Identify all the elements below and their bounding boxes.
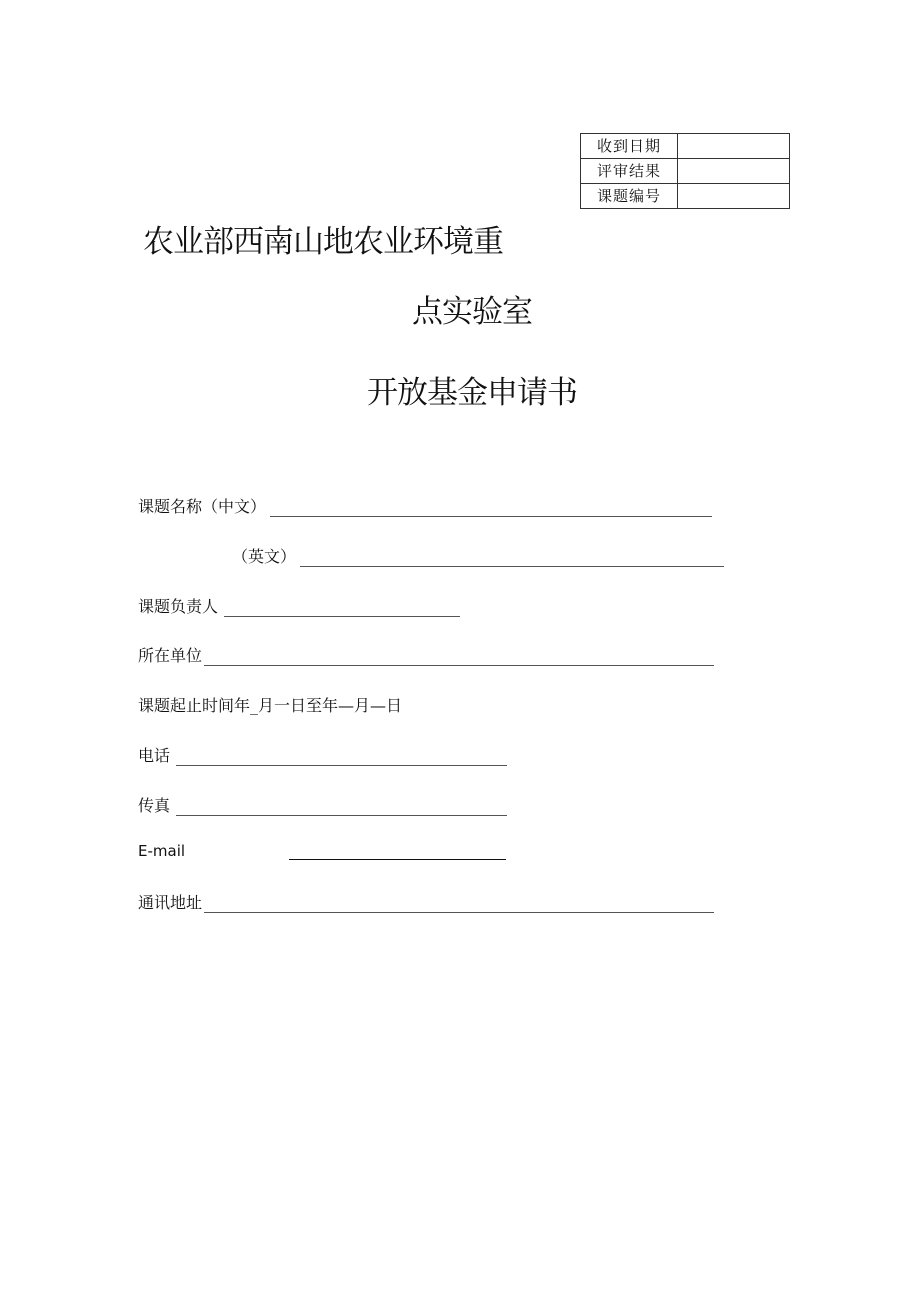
project-name-en-row [232,544,724,567]
title-line-1: 农业部西南山地农业环境重 [143,224,503,260]
table-row [581,134,790,159]
email-input[interactable] [289,843,506,860]
unit-label: 所在单位 [138,646,203,665]
address-label: 通讯地址 [138,893,203,912]
project-number-label: 课题编号 [581,184,678,209]
received-date-cell[interactable] [678,134,790,159]
review-result-cell[interactable] [678,159,790,184]
fax-label: 传真 [138,796,171,815]
received-date-label: 收到日期 [581,134,678,159]
phone-row [138,743,507,766]
project-leader-row [138,594,460,617]
project-leader-label: 课题负责人 [138,597,219,616]
project-name-cn-label: 课题名称（中文） [138,497,267,516]
project-name-en-input[interactable] [300,550,724,567]
project-name-cn-row [138,494,712,517]
title-line-2: 点实验室 [412,294,532,330]
project-period-row [138,693,402,716]
unit-input[interactable] [204,649,714,666]
project-leader-input[interactable] [224,600,460,617]
table-row [581,184,790,209]
address-row [138,890,714,913]
project-name-en-label: （英文） [232,547,297,566]
fax-row [138,793,507,816]
project-number-cell[interactable] [678,184,790,209]
table-row [581,159,790,184]
phone-label: 电话 [138,746,171,765]
title-line-3: 开放基金申请书 [367,375,577,411]
review-result-label: 评审结果 [581,159,678,184]
email-label: E-mail [138,842,186,860]
email-row [138,842,506,860]
address-input[interactable] [204,896,714,913]
project-name-cn-input[interactable] [270,500,712,517]
fax-input[interactable] [176,799,507,816]
review-record-table [580,133,790,209]
project-period-label: 课题起止时间年_月一日至年—月—日 [138,696,403,715]
unit-row [138,643,714,666]
phone-input[interactable] [176,749,507,766]
